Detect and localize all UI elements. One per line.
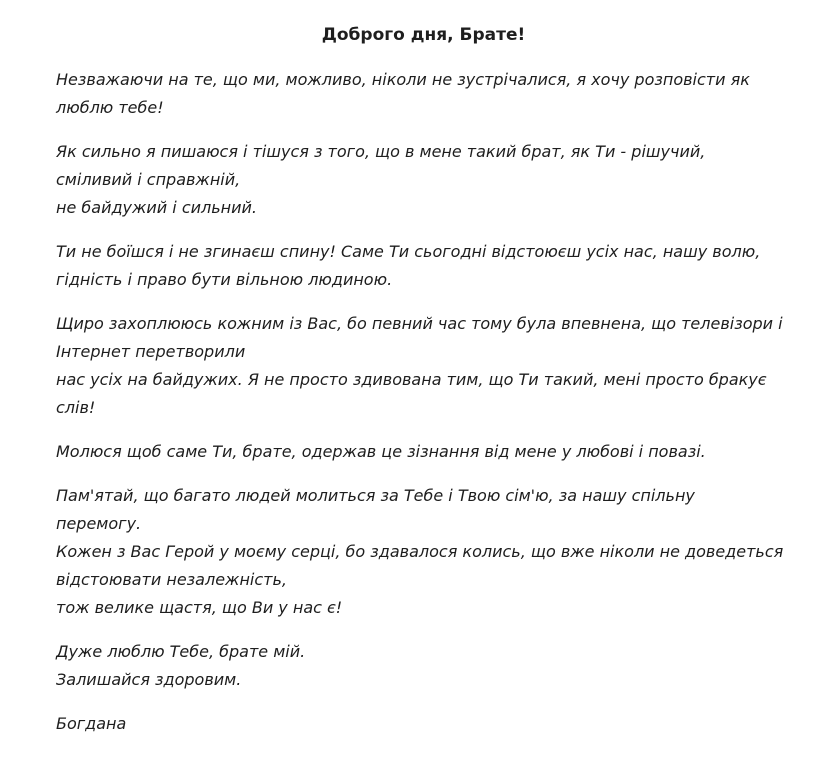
paragraph-line: слів!: [56, 398, 96, 417]
paragraph-line: відстоювати незалежність,: [56, 570, 287, 589]
signature-name: Богдана: [56, 714, 127, 733]
paragraph-remember: [56, 482, 805, 622]
letter-title: Доброго дня, Брате!: [321, 25, 526, 45]
paragraph-intro: [56, 66, 805, 122]
paragraph-line: перемогу.: [56, 514, 142, 533]
paragraph-line: нас усіх на байдужих. Я не просто здивована тим, що Ти такий, мені просто бракує: [56, 370, 767, 389]
paragraph-line: люблю тебе!: [56, 98, 164, 117]
paragraph-admiration: [56, 310, 805, 422]
paragraph-line: Дуже люблю Тебе, брате мій.: [56, 642, 306, 661]
paragraph-line: Молюся щоб саме Ти, брате, одержав це зізнання від мене у любові і повазі.: [56, 442, 706, 461]
paragraph-line: не байдужий і сильний.: [56, 198, 258, 217]
paragraph-line: Кожен з Вас Герой у моєму серці, бо здавалося колись, що вже ніколи не доведеться: [56, 542, 784, 561]
paragraph-prayer: [56, 438, 805, 466]
paragraph-line: тож велике щастя, що Ви у нас є!: [56, 598, 343, 617]
paragraph-line: Пам'ятай, що багато людей молиться за Тебе і Твою сім'ю, за нашу спільну: [56, 486, 695, 505]
paragraph-line: Незважаючи на те, що ми, можливо, ніколи не зустрічалися, я хочу розповісти як: [56, 70, 750, 89]
paragraph-line: Ти не боїшся і не згинаєш спину! Саме Ти сьогодні відстоюєш усіх нас, нашу волю,: [56, 242, 761, 261]
paragraph-courage: [56, 238, 805, 294]
paragraph-line: Залишайся здоровим.: [56, 670, 242, 689]
paragraph-closing: [56, 638, 805, 694]
paragraph-line: Як сильно я пишаюся і тішуся з того, що в мене такий брат, як Ти - рішучий,: [56, 142, 706, 161]
paragraph-pride: [56, 138, 805, 222]
signature: [56, 710, 805, 738]
paragraph-line: сміливий і справжній,: [56, 170, 241, 189]
paragraph-line: гідність і право бути вільною людиною.: [56, 270, 393, 289]
paragraph-line: Інтернет перетворили: [56, 342, 246, 361]
paragraph-line: Щиро захоплююсь кожним із Вас, бо певний час тому була впевнена, що телевізори і: [56, 314, 783, 333]
